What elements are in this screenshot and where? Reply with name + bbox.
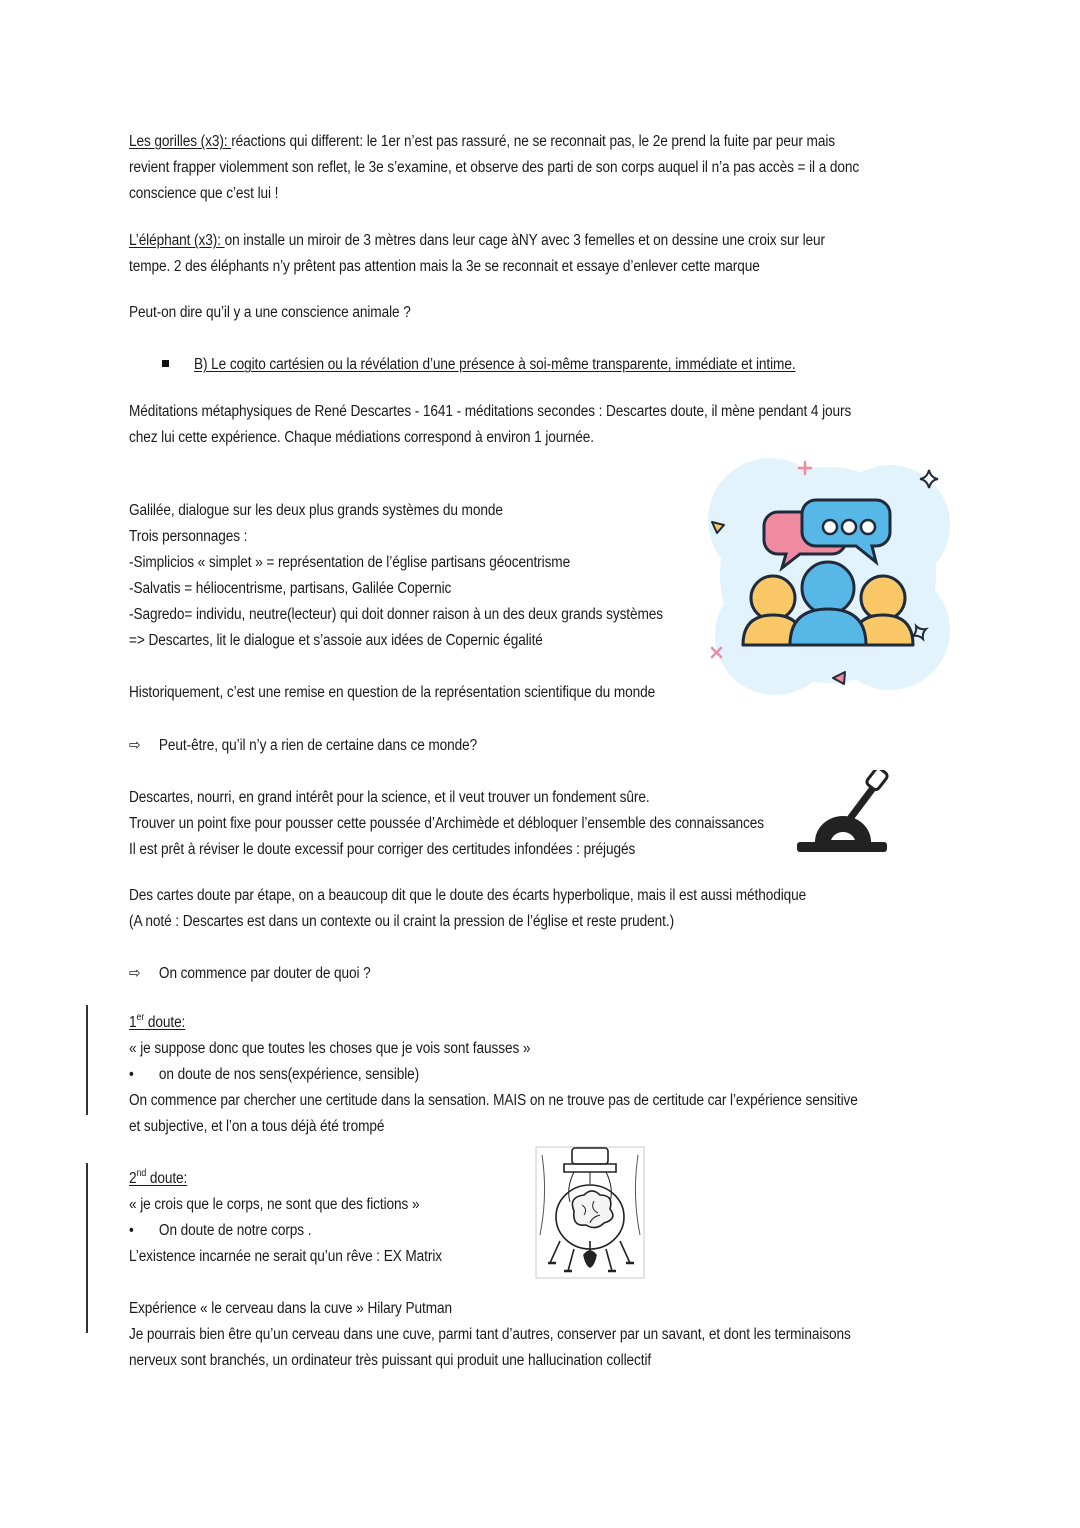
historiquement-line: Historiquement, c’est une remise en question de la représentation scientifique du monde (129, 684, 656, 701)
elephant-line-2: tempe. 2 des éléphants n’y prêtent pas attention mais la 3e se reconnait et essaye d’enlever cette marque (129, 258, 760, 275)
cartes-line-2: (A noté : Descartes est dans un contexte ou il craint la pression de l’église et reste prudent.) (129, 913, 675, 930)
galilee-block (0, 495, 688, 720)
doute1-title: 1er doute: (129, 1012, 186, 1031)
gorilles-line-1: Les gorilles (x3): réactions qui different: le 1er n’est pas rassuré, ne se reconnait pas, le 2e prend la fuite par peur mais (129, 133, 836, 150)
meditations-line-2: chez lui cette expérience. Chaque médiations correspond à environ 1 journée. (129, 429, 594, 446)
galilee-line-1: Galilée, dialogue sur les deux plus grands systèmes du monde (129, 502, 503, 519)
discussion-group-icon (700, 450, 955, 700)
question-animal: Peut-on dire qu’il y a une conscience animale ? (129, 304, 411, 321)
galilee-line-3: -Simplicios « simplet » = représentation de l’église partisans géocentrisme (129, 554, 571, 571)
galilee-line-6: => Descartes, lit le dialogue et s’assoie aux idées de Copernic égalité (129, 632, 543, 649)
descartes-line-1: Descartes, nourri, en grand intérêt pour la science, et il veut trouver un fondement sûre. (129, 789, 650, 806)
bullet-icon: • (129, 1222, 134, 1239)
gorilles-label: Les gorilles (x3): (129, 133, 232, 150)
lever-icon (795, 770, 890, 855)
arrow-right-icon: ⇨ (129, 965, 141, 982)
gorilles-line-2: revient frapper violemment son reflet, le 3e s’examine, et observe des parti de son corps auquel il n’a pas accès = il a donc (129, 159, 860, 176)
experience-line-3: nerveux sont branchés, un ordinateur très puissant qui produit une hallucination collectif (129, 1352, 652, 1369)
gorilles-line-3: conscience que c’est lui ! (129, 185, 279, 202)
margin-bar-1 (86, 1005, 88, 1115)
doute1-quote: « je suppose donc que toutes les choses que je vois sont fausses » (129, 1040, 531, 1057)
descartes-line-3: Il est prêt à réviser le doute excessif pour corriger des certitudes infondées : préjugés (129, 841, 636, 858)
arrow-right-icon: ⇨ (129, 737, 141, 754)
galilee-line-5: -Sagredo= individu, neutre(lecteur) qui doit donner raison à un des deux grands systèmes (129, 606, 664, 623)
experience-line-1: Expérience « le cerveau dans la cuve » Hilary Putman (129, 1300, 452, 1317)
brain-in-vat-illustration (534, 1145, 646, 1280)
doute2-line: L’existence incarnée ne serait qu’un rêve : EX Matrix (129, 1248, 443, 1265)
bullet-icon: • (129, 1066, 134, 1083)
doute2-title: 2nd doute: (129, 1168, 188, 1187)
arrow-line-2: ⇨ On commence par douter de quoi ? (129, 961, 371, 987)
galilee-line-2: Trois personnages : (129, 528, 248, 545)
cartes-line-1: Des cartes doute par étape, on a beaucoup dit que le doute des écarts hyperbolique, mais il est aussi méthodique (129, 887, 807, 904)
doute2-quote: « je crois que le corps, ne sont que des fictions » (129, 1196, 420, 1213)
square-bullet-icon (162, 360, 169, 367)
doute1-line-1: On commence par chercher une certitude dans la sensation. MAIS on ne trouve pas de certitude car l’expérience sensitive (129, 1092, 858, 1109)
doute2-bullet: • On doute de notre corps . (129, 1218, 311, 1244)
meditations-line-1: Méditations métaphysiques de René Descartes - 1641 - méditations secondes : Descartes doute, il mène pendant 4 jours (129, 403, 852, 420)
doute1-line-2: et subjective, et l’on a tous déjà été trompé (129, 1118, 385, 1135)
galilee-line-4: -Salvatis = héliocentrisme, partisans, Galilée Copernic (129, 580, 452, 597)
section-b-heading: B) Le cogito cartésien ou la révélation d’une présence à soi-même transparente, immédiate et intime. (194, 356, 796, 373)
experience-line-2: Je pourrais bien être qu’un cerveau dans une cuve, parmi tant d’autres, conserver par un savant, et dont les terminaisons (129, 1326, 851, 1343)
descartes-line-2: Trouver un point fixe pour pousser cette poussée d’Archimède et débloquer l’ensemble des connaissances (129, 815, 765, 832)
descartes-block (0, 783, 776, 865)
doute1-bullet: • on doute de nos sens(expérience, sensible) (129, 1062, 419, 1088)
elephant-label: L’éléphant (x3): (129, 232, 225, 249)
arrow-line-1: ⇨ Peut-être, qu’il n’y a rien de certaine dans ce monde? (129, 733, 477, 759)
margin-bar-2 (86, 1163, 88, 1333)
elephant-line-1: L’éléphant (x3): on installe un miroir de 3 mètres dans leur cage àNY avec 3 femelles et on dessine une croix sur leur (129, 232, 826, 249)
